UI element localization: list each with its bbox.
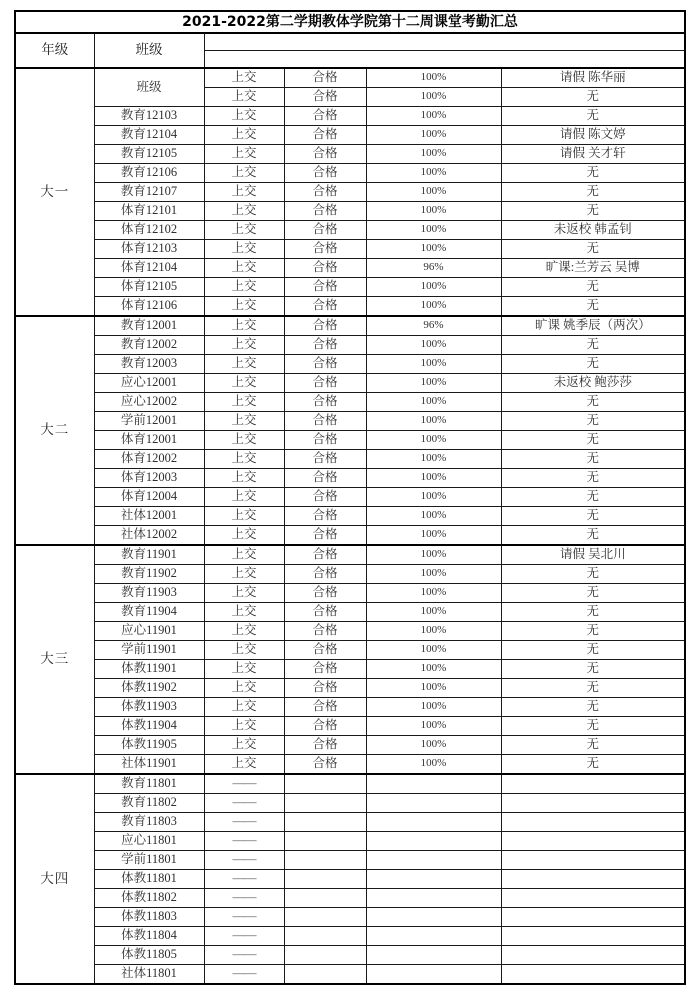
result-cell: 合格 — [284, 545, 366, 565]
class-cell: 教育12106 — [94, 164, 204, 183]
note-cell: 无 — [501, 660, 685, 679]
result-cell: 合格 — [284, 68, 366, 88]
rate-cell: 100% — [366, 736, 501, 755]
rate-cell: 100% — [366, 336, 501, 355]
note-cell: 无 — [501, 622, 685, 641]
rate-cell: 100% — [366, 221, 501, 240]
rate-cell: 100% — [366, 507, 501, 526]
submitted-cell: —— — [204, 774, 284, 794]
class-cell: 体教11902 — [94, 679, 204, 698]
result-cell: 合格 — [284, 469, 366, 488]
result-cell — [284, 965, 366, 985]
attendance-table — [14, 10, 686, 985]
note-cell: 请假 关才轩 — [501, 145, 685, 164]
rate-cell: 100% — [366, 488, 501, 507]
class-cell: 应心12002 — [94, 393, 204, 412]
rate-cell: 96% — [366, 259, 501, 278]
rate-cell: 100% — [366, 469, 501, 488]
grade-column-header: 年级 — [15, 33, 94, 68]
note-cell: 无 — [501, 183, 685, 202]
submitted-cell: 上交 — [204, 526, 284, 546]
class-cell: 应心11901 — [94, 622, 204, 641]
result-cell: 合格 — [284, 431, 366, 450]
class-cell: 教育12105 — [94, 145, 204, 164]
rate-cell — [366, 908, 501, 927]
class-cell: 体育12004 — [94, 488, 204, 507]
note-cell — [501, 870, 685, 889]
header-empty-cell-bottom — [204, 51, 685, 69]
rate-cell: 100% — [366, 450, 501, 469]
table-row — [15, 107, 685, 126]
class-cell: 体育12105 — [94, 278, 204, 297]
class-cell: 学前11801 — [94, 851, 204, 870]
note-cell: 无 — [501, 698, 685, 717]
result-cell: 合格 — [284, 240, 366, 259]
note-cell: 请假 陈华丽 — [501, 68, 685, 88]
rate-cell: 100% — [366, 374, 501, 393]
rate-cell: 100% — [366, 660, 501, 679]
class-cell: 教育11901 — [94, 545, 204, 565]
table-row — [15, 794, 685, 813]
submitted-cell: 上交 — [204, 698, 284, 717]
note-cell: 无 — [501, 755, 685, 775]
table-row — [15, 145, 685, 164]
submitted-cell: 上交 — [204, 393, 284, 412]
table-row — [15, 736, 685, 755]
submitted-cell: 上交 — [204, 316, 284, 336]
note-cell: 无 — [501, 164, 685, 183]
class-cell: 教育11902 — [94, 565, 204, 584]
table-row — [15, 698, 685, 717]
attendance-table-body — [15, 68, 685, 984]
grade-cell: 大二 — [15, 316, 94, 545]
rate-cell: 96% — [366, 316, 501, 336]
table-row — [15, 813, 685, 832]
result-cell: 合格 — [284, 698, 366, 717]
result-cell — [284, 927, 366, 946]
submitted-cell: 上交 — [204, 584, 284, 603]
result-cell — [284, 908, 366, 927]
result-cell — [284, 946, 366, 965]
note-cell: 无 — [501, 603, 685, 622]
table-row — [15, 488, 685, 507]
submitted-cell: 上交 — [204, 88, 284, 107]
table-row — [15, 164, 685, 183]
result-cell: 合格 — [284, 336, 366, 355]
note-cell: 无 — [501, 717, 685, 736]
table-row — [15, 851, 685, 870]
rate-cell — [366, 946, 501, 965]
submitted-cell: 上交 — [204, 717, 284, 736]
result-cell: 合格 — [284, 660, 366, 679]
table-row — [15, 946, 685, 965]
table-row — [15, 965, 685, 985]
result-cell: 合格 — [284, 278, 366, 297]
submitted-cell: 上交 — [204, 507, 284, 526]
rate-cell — [366, 851, 501, 870]
class-cell: 教育12002 — [94, 336, 204, 355]
submitted-cell: 上交 — [204, 202, 284, 221]
rate-cell: 100% — [366, 698, 501, 717]
submitted-cell: 上交 — [204, 164, 284, 183]
rate-cell — [366, 774, 501, 794]
rate-cell — [366, 832, 501, 851]
rate-cell — [366, 870, 501, 889]
rate-cell — [366, 794, 501, 813]
submitted-cell: 上交 — [204, 259, 284, 278]
table-row — [15, 641, 685, 660]
table-row — [15, 545, 685, 565]
class-cell: 体教11803 — [94, 908, 204, 927]
result-cell: 合格 — [284, 641, 366, 660]
result-cell — [284, 794, 366, 813]
result-cell: 合格 — [284, 297, 366, 317]
class-cell: 体教11901 — [94, 660, 204, 679]
result-cell — [284, 851, 366, 870]
class-cell: 体教11802 — [94, 889, 204, 908]
table-row — [15, 202, 685, 221]
table-row — [15, 584, 685, 603]
submitted-cell: 上交 — [204, 450, 284, 469]
result-cell: 合格 — [284, 736, 366, 755]
class-cell: 社体12002 — [94, 526, 204, 546]
table-row — [15, 221, 685, 240]
note-cell — [501, 832, 685, 851]
class-cell: 教育11903 — [94, 584, 204, 603]
submitted-cell: 上交 — [204, 374, 284, 393]
result-cell: 合格 — [284, 622, 366, 641]
table-row — [15, 660, 685, 679]
result-cell: 合格 — [284, 755, 366, 775]
note-cell: 无 — [501, 336, 685, 355]
class-cell: 教育11803 — [94, 813, 204, 832]
note-cell: 无 — [501, 584, 685, 603]
note-cell: 无 — [501, 565, 685, 584]
submitted-cell: 上交 — [204, 488, 284, 507]
rate-cell: 100% — [366, 240, 501, 259]
table-row — [15, 316, 685, 336]
table-row — [15, 126, 685, 145]
result-cell: 合格 — [284, 507, 366, 526]
class-cell: 体教11903 — [94, 698, 204, 717]
table-row — [15, 412, 685, 431]
result-cell: 合格 — [284, 259, 366, 278]
submitted-cell: 上交 — [204, 240, 284, 259]
table-row — [15, 908, 685, 927]
class-cell: 体教11904 — [94, 717, 204, 736]
note-cell: 无 — [501, 450, 685, 469]
table-row — [15, 832, 685, 851]
rate-cell: 100% — [366, 717, 501, 736]
rate-cell: 100% — [366, 584, 501, 603]
submitted-cell: 上交 — [204, 641, 284, 660]
submitted-cell: —— — [204, 889, 284, 908]
note-cell: 未返校 韩孟钊 — [501, 221, 685, 240]
rate-cell — [366, 965, 501, 985]
class-cell: 社体11901 — [94, 755, 204, 775]
table-row — [15, 297, 685, 317]
result-cell: 合格 — [284, 355, 366, 374]
rate-cell: 100% — [366, 183, 501, 202]
submitted-cell: —— — [204, 870, 284, 889]
submitted-cell: 上交 — [204, 431, 284, 450]
note-cell: 无 — [501, 88, 685, 107]
class-cell: 体育12003 — [94, 469, 204, 488]
submitted-cell: 上交 — [204, 355, 284, 374]
rate-cell: 100% — [366, 603, 501, 622]
note-cell — [501, 851, 685, 870]
class-cell: 社体11801 — [94, 965, 204, 985]
table-row — [15, 431, 685, 450]
rate-cell: 100% — [366, 145, 501, 164]
rate-cell: 100% — [366, 545, 501, 565]
class-cell: 学前11901 — [94, 641, 204, 660]
note-cell — [501, 946, 685, 965]
rate-cell — [366, 927, 501, 946]
submitted-cell: —— — [204, 851, 284, 870]
rate-cell: 100% — [366, 355, 501, 374]
result-cell: 合格 — [284, 88, 366, 107]
table-row — [15, 889, 685, 908]
class-cell: 教育12107 — [94, 183, 204, 202]
result-cell: 合格 — [284, 374, 366, 393]
submitted-cell: 上交 — [204, 126, 284, 145]
result-cell: 合格 — [284, 316, 366, 336]
class-column-header: 班级 — [94, 33, 204, 68]
table-row — [15, 278, 685, 297]
note-cell: 无 — [501, 355, 685, 374]
submitted-cell: —— — [204, 946, 284, 965]
submitted-cell: 上交 — [204, 545, 284, 565]
class-cell: 教育11802 — [94, 794, 204, 813]
note-cell: 无 — [501, 431, 685, 450]
table-row — [15, 393, 685, 412]
submitted-cell: 上交 — [204, 565, 284, 584]
rate-cell: 100% — [366, 278, 501, 297]
rate-cell: 100% — [366, 431, 501, 450]
table-row — [15, 355, 685, 374]
rate-cell: 100% — [366, 393, 501, 412]
rate-cell: 100% — [366, 202, 501, 221]
class-cell: 体育12102 — [94, 221, 204, 240]
submitted-cell: 上交 — [204, 755, 284, 775]
submitted-cell: —— — [204, 908, 284, 927]
class-cell: 教育12104 — [94, 126, 204, 145]
note-cell: 请假 陈文婷 — [501, 126, 685, 145]
note-cell: 无 — [501, 641, 685, 660]
note-cell: 无 — [501, 278, 685, 297]
table-row — [15, 259, 685, 278]
table-row — [15, 526, 685, 546]
submitted-cell: 上交 — [204, 469, 284, 488]
note-cell — [501, 927, 685, 946]
class-cell: 体育12104 — [94, 259, 204, 278]
submitted-cell: 上交 — [204, 145, 284, 164]
rate-cell: 100% — [366, 126, 501, 145]
class-cell: 体育12101 — [94, 202, 204, 221]
table-row — [15, 679, 685, 698]
class-cell: 体教11804 — [94, 927, 204, 946]
submitted-cell: —— — [204, 965, 284, 985]
table-row — [15, 507, 685, 526]
note-cell — [501, 774, 685, 794]
rate-cell: 100% — [366, 412, 501, 431]
submitted-cell: 上交 — [204, 622, 284, 641]
note-cell: 无 — [501, 526, 685, 546]
result-cell: 合格 — [284, 202, 366, 221]
grade-cell: 大四 — [15, 774, 94, 984]
class-cell: 教育12003 — [94, 355, 204, 374]
submitted-cell: 上交 — [204, 679, 284, 698]
class-cell: 学前12001 — [94, 412, 204, 431]
submitted-cell: 上交 — [204, 736, 284, 755]
result-cell: 合格 — [284, 565, 366, 584]
note-cell: 无 — [501, 107, 685, 126]
note-cell: 无 — [501, 393, 685, 412]
result-cell: 合格 — [284, 450, 366, 469]
result-cell: 合格 — [284, 488, 366, 507]
note-cell: 无 — [501, 412, 685, 431]
table-row — [15, 717, 685, 736]
note-cell: 无 — [501, 202, 685, 221]
class-cell: 体育12103 — [94, 240, 204, 259]
grade-cell: 大一 — [15, 68, 94, 316]
result-cell: 合格 — [284, 107, 366, 126]
result-cell — [284, 870, 366, 889]
class-cell: 应心12001 — [94, 374, 204, 393]
class-cell: 社体12001 — [94, 507, 204, 526]
table-row — [15, 336, 685, 355]
rate-cell: 100% — [366, 622, 501, 641]
note-cell — [501, 965, 685, 985]
note-cell: 旷课 姚季辰（两次） — [501, 316, 685, 336]
submitted-cell: 上交 — [204, 183, 284, 202]
note-cell: 无 — [501, 736, 685, 755]
rate-cell — [366, 889, 501, 908]
submitted-cell: 上交 — [204, 68, 284, 88]
rate-cell: 100% — [366, 164, 501, 183]
note-cell: 无 — [501, 488, 685, 507]
note-cell — [501, 794, 685, 813]
rate-cell: 100% — [366, 297, 501, 317]
result-cell: 合格 — [284, 126, 366, 145]
result-cell: 合格 — [284, 603, 366, 622]
submitted-cell: —— — [204, 927, 284, 946]
submitted-cell: 上交 — [204, 107, 284, 126]
note-cell: 请假 吴北川 — [501, 545, 685, 565]
rate-cell: 100% — [366, 107, 501, 126]
table-row — [15, 774, 685, 794]
table-row — [15, 755, 685, 775]
class-cell: 教育11904 — [94, 603, 204, 622]
rate-cell: 100% — [366, 68, 501, 88]
submitted-cell: 上交 — [204, 412, 284, 431]
submitted-cell: 上交 — [204, 297, 284, 317]
submitted-cell: 上交 — [204, 336, 284, 355]
submitted-cell: 上交 — [204, 221, 284, 240]
table-row — [15, 374, 685, 393]
class-cell: 体育12001 — [94, 431, 204, 450]
note-cell: 无 — [501, 240, 685, 259]
note-cell: 无 — [501, 507, 685, 526]
result-cell: 合格 — [284, 164, 366, 183]
class-cell: 班级 — [94, 68, 204, 107]
rate-cell: 100% — [366, 88, 501, 107]
result-cell — [284, 889, 366, 908]
class-cell: 教育11801 — [94, 774, 204, 794]
result-cell — [284, 774, 366, 794]
class-cell: 体育12002 — [94, 450, 204, 469]
title-row — [15, 11, 685, 33]
result-cell: 合格 — [284, 717, 366, 736]
note-cell — [501, 813, 685, 832]
header-empty-cell-top — [204, 33, 685, 51]
class-cell: 体教11801 — [94, 870, 204, 889]
class-cell: 教育12103 — [94, 107, 204, 126]
rate-cell: 100% — [366, 641, 501, 660]
table-row — [15, 565, 685, 584]
note-cell: 无 — [501, 469, 685, 488]
page-title: 2021-2022第二学期教体学院第十二周课堂考勤汇总 — [15, 11, 685, 33]
rate-cell: 100% — [366, 679, 501, 698]
table-row — [15, 240, 685, 259]
note-cell: 未返校 鲍莎莎 — [501, 374, 685, 393]
submitted-cell: —— — [204, 832, 284, 851]
rate-cell: 100% — [366, 526, 501, 546]
table-row — [15, 870, 685, 889]
submitted-cell: —— — [204, 813, 284, 832]
rate-cell: 100% — [366, 565, 501, 584]
submitted-cell: 上交 — [204, 603, 284, 622]
result-cell — [284, 832, 366, 851]
note-cell: 旷课:兰芳云 吴博 — [501, 259, 685, 278]
result-cell: 合格 — [284, 412, 366, 431]
submitted-cell: 上交 — [204, 278, 284, 297]
table-row — [15, 68, 685, 88]
class-cell: 体教11905 — [94, 736, 204, 755]
table-row — [15, 469, 685, 488]
submitted-cell: 上交 — [204, 660, 284, 679]
rate-cell — [366, 813, 501, 832]
result-cell: 合格 — [284, 526, 366, 546]
note-cell — [501, 889, 685, 908]
rate-cell: 100% — [366, 755, 501, 775]
class-cell: 体教11805 — [94, 946, 204, 965]
result-cell: 合格 — [284, 584, 366, 603]
submitted-cell: —— — [204, 794, 284, 813]
result-cell: 合格 — [284, 183, 366, 202]
header-row — [15, 33, 685, 51]
result-cell: 合格 — [284, 679, 366, 698]
table-row — [15, 927, 685, 946]
table-row — [15, 603, 685, 622]
table-row — [15, 183, 685, 202]
class-cell: 教育12001 — [94, 316, 204, 336]
grade-cell: 大三 — [15, 545, 94, 774]
note-cell: 无 — [501, 679, 685, 698]
table-row — [15, 450, 685, 469]
result-cell — [284, 813, 366, 832]
result-cell: 合格 — [284, 393, 366, 412]
table-row — [15, 622, 685, 641]
result-cell: 合格 — [284, 145, 366, 164]
note-cell: 无 — [501, 297, 685, 317]
note-cell — [501, 908, 685, 927]
class-cell: 体育12106 — [94, 297, 204, 317]
class-cell: 应心11801 — [94, 832, 204, 851]
result-cell: 合格 — [284, 221, 366, 240]
